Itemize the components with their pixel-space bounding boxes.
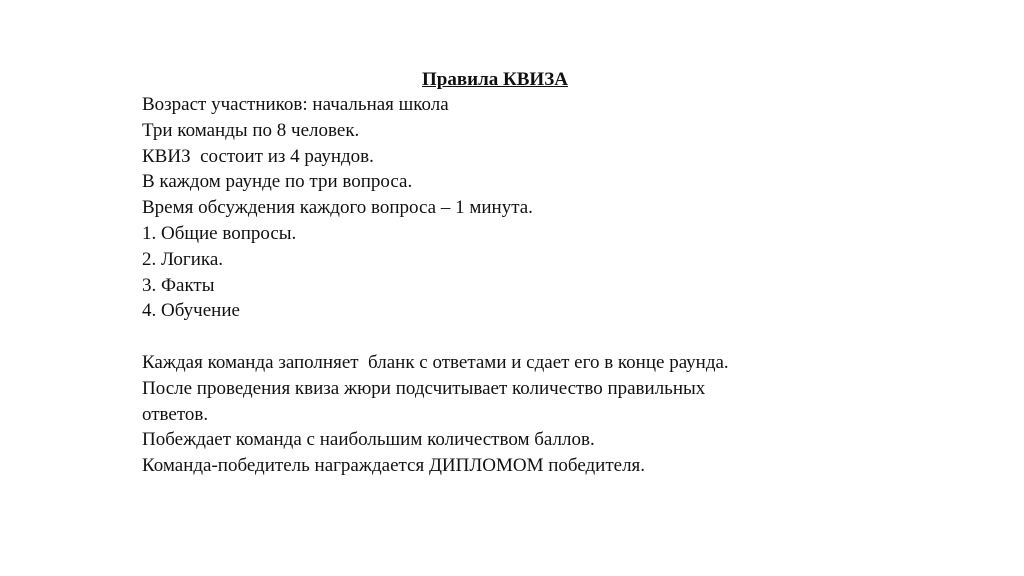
rule-participants-age: Возраст участников: начальная школа [142,94,449,115]
rule-team-size: Три команды по 8 человек. [142,119,360,141]
procedure-line: Каждая команда заполняет бланк с ответами и сдает его в конце раунда. [142,351,729,373]
round-item: 2. Логика. [142,248,224,270]
round-item: 3. Факты [142,274,215,296]
procedure-line: После проведения квиза жюри подсчитывает количество правильных [142,377,706,399]
rule-discussion-time: Время обсуждения каждого вопроса – 1 минута. [142,197,533,219]
rules-body [142,92,862,479]
procedure-line: Побеждает команда с наибольшим количеством баллов. [142,429,595,451]
round-item: 4. Обучение [142,300,240,322]
procedure-line: Команда-победитель награждается ДИПЛОМОМ победителя. [142,455,646,477]
procedure-line: ответов. [142,403,209,425]
page-title: Правила КВИЗА [422,69,568,90]
rule-questions-per-round: В каждом раунде по три вопроса. [142,171,413,193]
rule-round-count: КВИЗ состоит из 4 раундов. [142,145,374,167]
round-item: 1. Общие вопросы. [142,222,297,244]
paragraph-spacer [142,324,862,350]
